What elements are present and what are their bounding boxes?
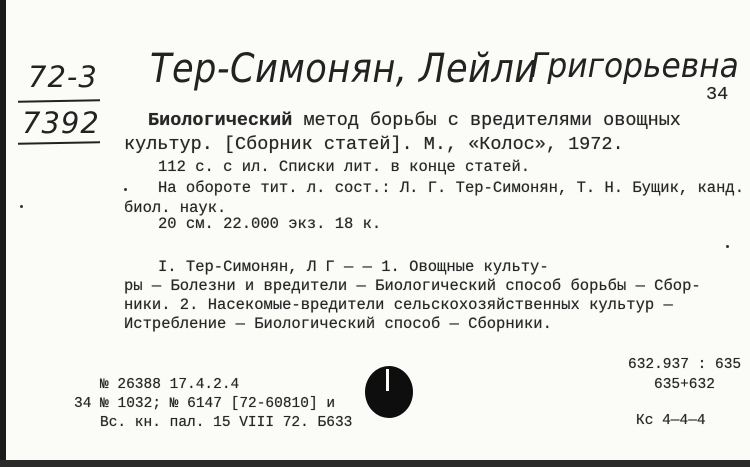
- card-bottom-edge: [0, 460, 750, 467]
- description-line-3: биол. наук.: [124, 199, 227, 217]
- handwritten-underline-top: [18, 99, 100, 102]
- classification-index-1: 632.937 : 635: [628, 357, 742, 373]
- print-speck: [20, 205, 23, 208]
- punch-hole-notch: [386, 369, 389, 391]
- title-line-2: культур. [Сборник статей]. М., «Колос», 1972.: [124, 134, 624, 155]
- card-left-edge: [0, 0, 6, 467]
- description-line-4: 20 см. 22.000 экз. 18 к.: [158, 215, 382, 233]
- registration-line-2: 34 № 1032; № 6147 [72-60810] и: [74, 396, 336, 412]
- description-line-2: На обороте тит. л. сост.: Л. Г. Тер-Симонян, Т. Н. Бущик, канд.: [158, 179, 744, 197]
- title-line-1-rest: метод борьбы с вредителями овощных: [303, 110, 681, 131]
- registration-line-1: № 26388 17.4.2.4: [100, 377, 240, 393]
- classification-index-2: 635+632: [654, 377, 715, 393]
- print-speck: [726, 245, 729, 248]
- handwritten-underline-bottom: [18, 141, 100, 144]
- subject-heading-line-1: I. Тер-Симонян, Л Г — — 1. Овощные культу-: [158, 258, 549, 276]
- shelf-number: 34: [706, 84, 729, 105]
- price-code: Кс 4—4—4: [636, 413, 706, 429]
- handwritten-call-code-top: 72-3: [28, 60, 98, 94]
- title-heading-word: Биологический: [148, 110, 293, 131]
- print-speck: [124, 188, 127, 191]
- registration-line-3: Вс. кн. пал. 15 VIII 72. Б633: [100, 415, 353, 431]
- description-line-1: 112 с. с ил. Списки лит. в конце статей.: [158, 158, 531, 176]
- handwritten-author-name: Тер-Симонян, Лейли: [150, 46, 538, 92]
- subject-heading-line-4: Истребление — Биологический способ — Сборники.: [124, 315, 552, 333]
- handwritten-author-patronymic: Григорьевна: [530, 46, 739, 86]
- handwritten-call-code-bottom: 7392: [22, 106, 100, 140]
- title-line-1: [148, 110, 681, 131]
- subject-heading-line-3: ники. 2. Насекомые-вредители сельскохозяйственных культур —: [124, 296, 673, 314]
- card-punch-hole: [365, 366, 413, 418]
- subject-heading-line-2: ры — Болезни и вредители — Биологический способ борьбы — Сбор-: [124, 277, 701, 295]
